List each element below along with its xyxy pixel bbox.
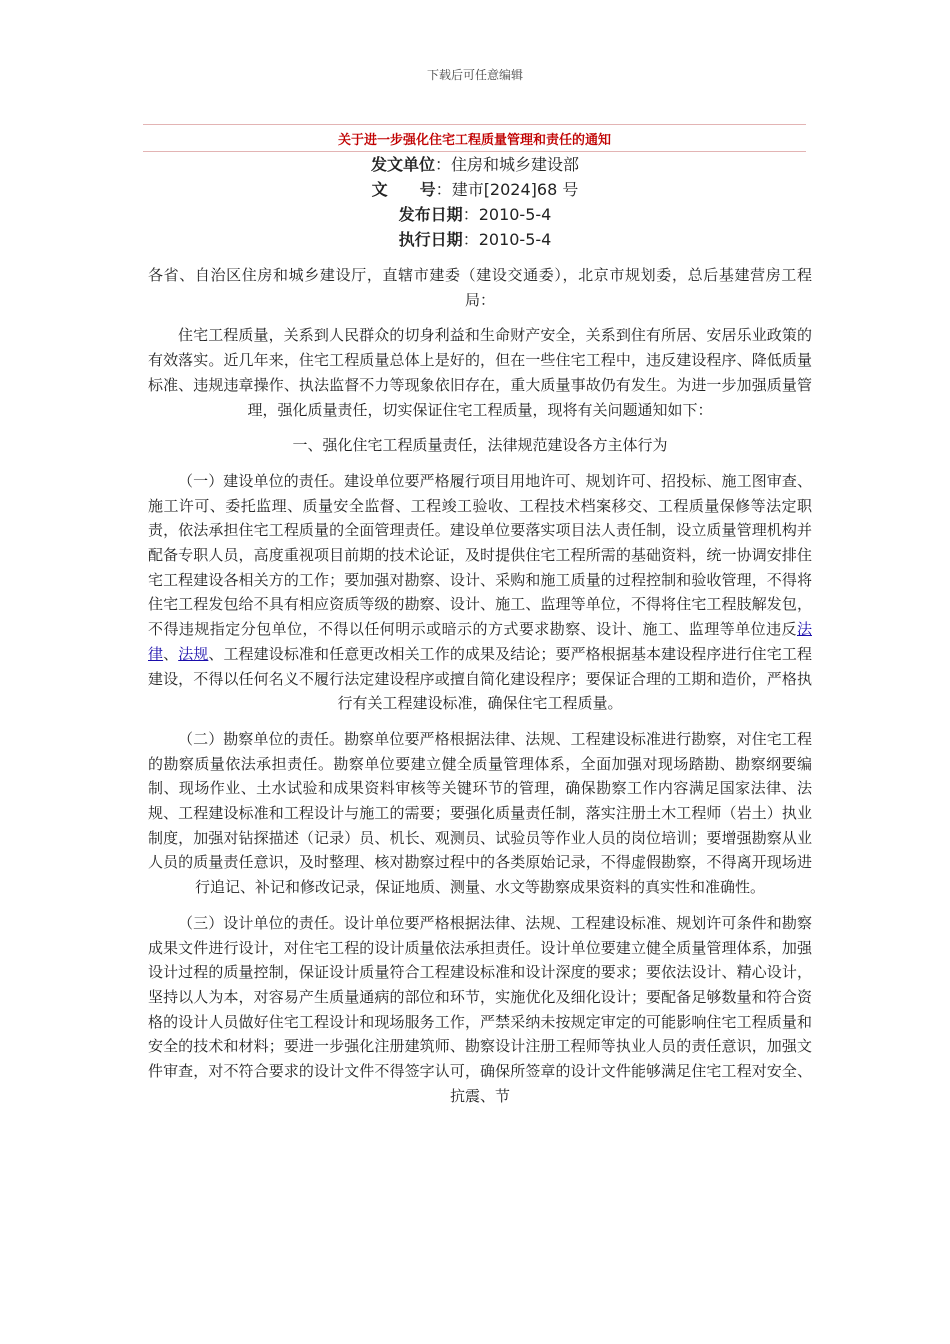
meta-effective-value: 2010-5-4 [478, 230, 552, 249]
section-heading: 一、强化住宅工程质量责任，法律规范建设各方主体行为 [292, 436, 668, 455]
meta-colon: ： [462, 230, 479, 249]
meta-colon: ： [435, 180, 452, 199]
meta-doc-no-value: 建市[2024]68 号 [451, 180, 579, 199]
meta-issuer-value: 住房和城乡建设部 [451, 155, 580, 174]
meta-effective-row [0, 227, 950, 252]
document-meta [0, 152, 950, 252]
intro-paragraph: 住宅工程质量，关系到人民群众的切身利益和生命财产安全，关系到住有所居、安居乐业政策的有效落实。近几年来，住宅工程质量总体上是好的，但在一些住宅工程中，违反建设程序、降低质量标准、违规违章操作、执法监督不力等现象依旧存在，重大质量事故仍有发生。为进一步加强质量管理，强化质量责任，切实保证住宅工程质量，现将有关问题通知如下： [148, 326, 812, 419]
meta-colon: ： [434, 155, 451, 174]
meta-issuer-row [0, 152, 950, 177]
meta-issuer-label: 发文单位 [370, 155, 435, 174]
document-title: 关于进一步强化住宅工程质量管理和责任的通知 [337, 132, 611, 148]
paragraph-survey-unit: （二）勘察单位的责任。勘察单位要严格根据法律、法规、工程建设标准进行勘察，对住宅工程的勘察质量依法承担责任。勘察单位要建立健全质量管理体系，全面加强对现场踏勘、勘察纲要编制、现场作业、土水试验和成果资料审核等关键环节的管理，确保勘察工作内容满足国家法律、法规、工程建设标准和工程设计与施工的需要；要强化质量责任制，落实注册土木工程师（岩土）执业制度，加强对钻探描述（记录）员、机长、观测员、试验员等作业人员的岗位培训；要增强勘察从业人员的质量责任意识，及时整理、核对勘察过程中的各类原始记录，不得虚假勘察，不得离开现场进行追记、补记和修改记录，保证地质、测量、水文等勘察成果资料的真实性和准确性。 [148, 729, 812, 897]
meta-publish-value: 2010-5-4 [478, 205, 552, 224]
regulation-link[interactable]: 法规 [178, 644, 209, 663]
paragraph-design-unit: （三）设计单位的责任。设计单位要严格根据法律、法规、工程建设标准、规划许可条件和勘察成果文件进行设计，对住宅工程的设计质量依法承担责任。设计单位要建立健全质量管理体系，加强设计过程的质量控制，保证设计质量符合工程建设标准和设计深度的要求；要依法设计、精心设计，坚持以人为本，对容易产生质量通病的部位和环节，实施优化及细化设计；要配备足够数量和符合资格的设计人员做好住宅工程设计和现场服务工作，严禁采纳未按规定审定的可能影响住宅工程质量和安全的技术和材料；要进一步强化注册建筑师、勘察设计注册工程师等执业人员的责任意识，加强文件审查，对不符合要求的设计文件不得签字认可，确保所签章的设计文件能够满足住宅工程对安全、抗震、节 [148, 913, 812, 1105]
meta-effective-label: 执行日期 [398, 230, 463, 249]
paragraph-text: （一）建设单位的责任。建设单位要严格履行项目用地许可、规划许可、招投标、施工图审查、施工许可、委托监理、质量安全监督、工程竣工验收、工程技术档案移交、工程质量保修等法定职责，依法承担住宅工程质量的全面管理责任。建设单位要落实项目法人责任制，设立质量管理机构并配备专职人员，高度重视项目前期的技术论证，及时提供住宅工程所需的基础资料，统一协调安排住宅工程建设各相关方的工作；要加强对勘察、设计、采购和施工质量的过程控制和验收管理，不得将住宅工程发包给不具有相应资质等级的勘察、设计、施工、监理等单位，不得将住宅工程肢解发包，不得违规指定分包单位，不得以任何明示或暗示的方式要求勘察、设计、施工、监理等单位违反 [148, 471, 812, 639]
meta-colon: ： [462, 205, 479, 224]
meta-doc-no-row [0, 177, 950, 202]
document-body [148, 263, 812, 1120]
meta-doc-no-label: 文 号 [371, 180, 436, 199]
paragraph-construction-unit [148, 469, 812, 716]
paragraph-text: 、工程建设标准和任意更改相关工作的成果及结论；要严格根据基本建设程序进行住宅工程建设，不得以任何名义不履行法定建设程序或擅自简化建设程序；要保证合理的工期和造价，严格执行有关工程建设标准，确保住宅工程质量。 [148, 644, 812, 713]
law-link[interactable]: 法律 [148, 620, 812, 663]
meta-publish-label: 发布日期 [398, 205, 463, 224]
separator: 、 [163, 644, 179, 663]
title-band [143, 124, 806, 152]
header-note: 下载后可任意编辑 [426, 68, 523, 82]
salutation: 各省、自治区住房和城乡建设厅，直辖市建委（建设交通委），北京市规划委，总后基建营房工程局： [148, 266, 812, 309]
meta-publish-row [0, 202, 950, 227]
